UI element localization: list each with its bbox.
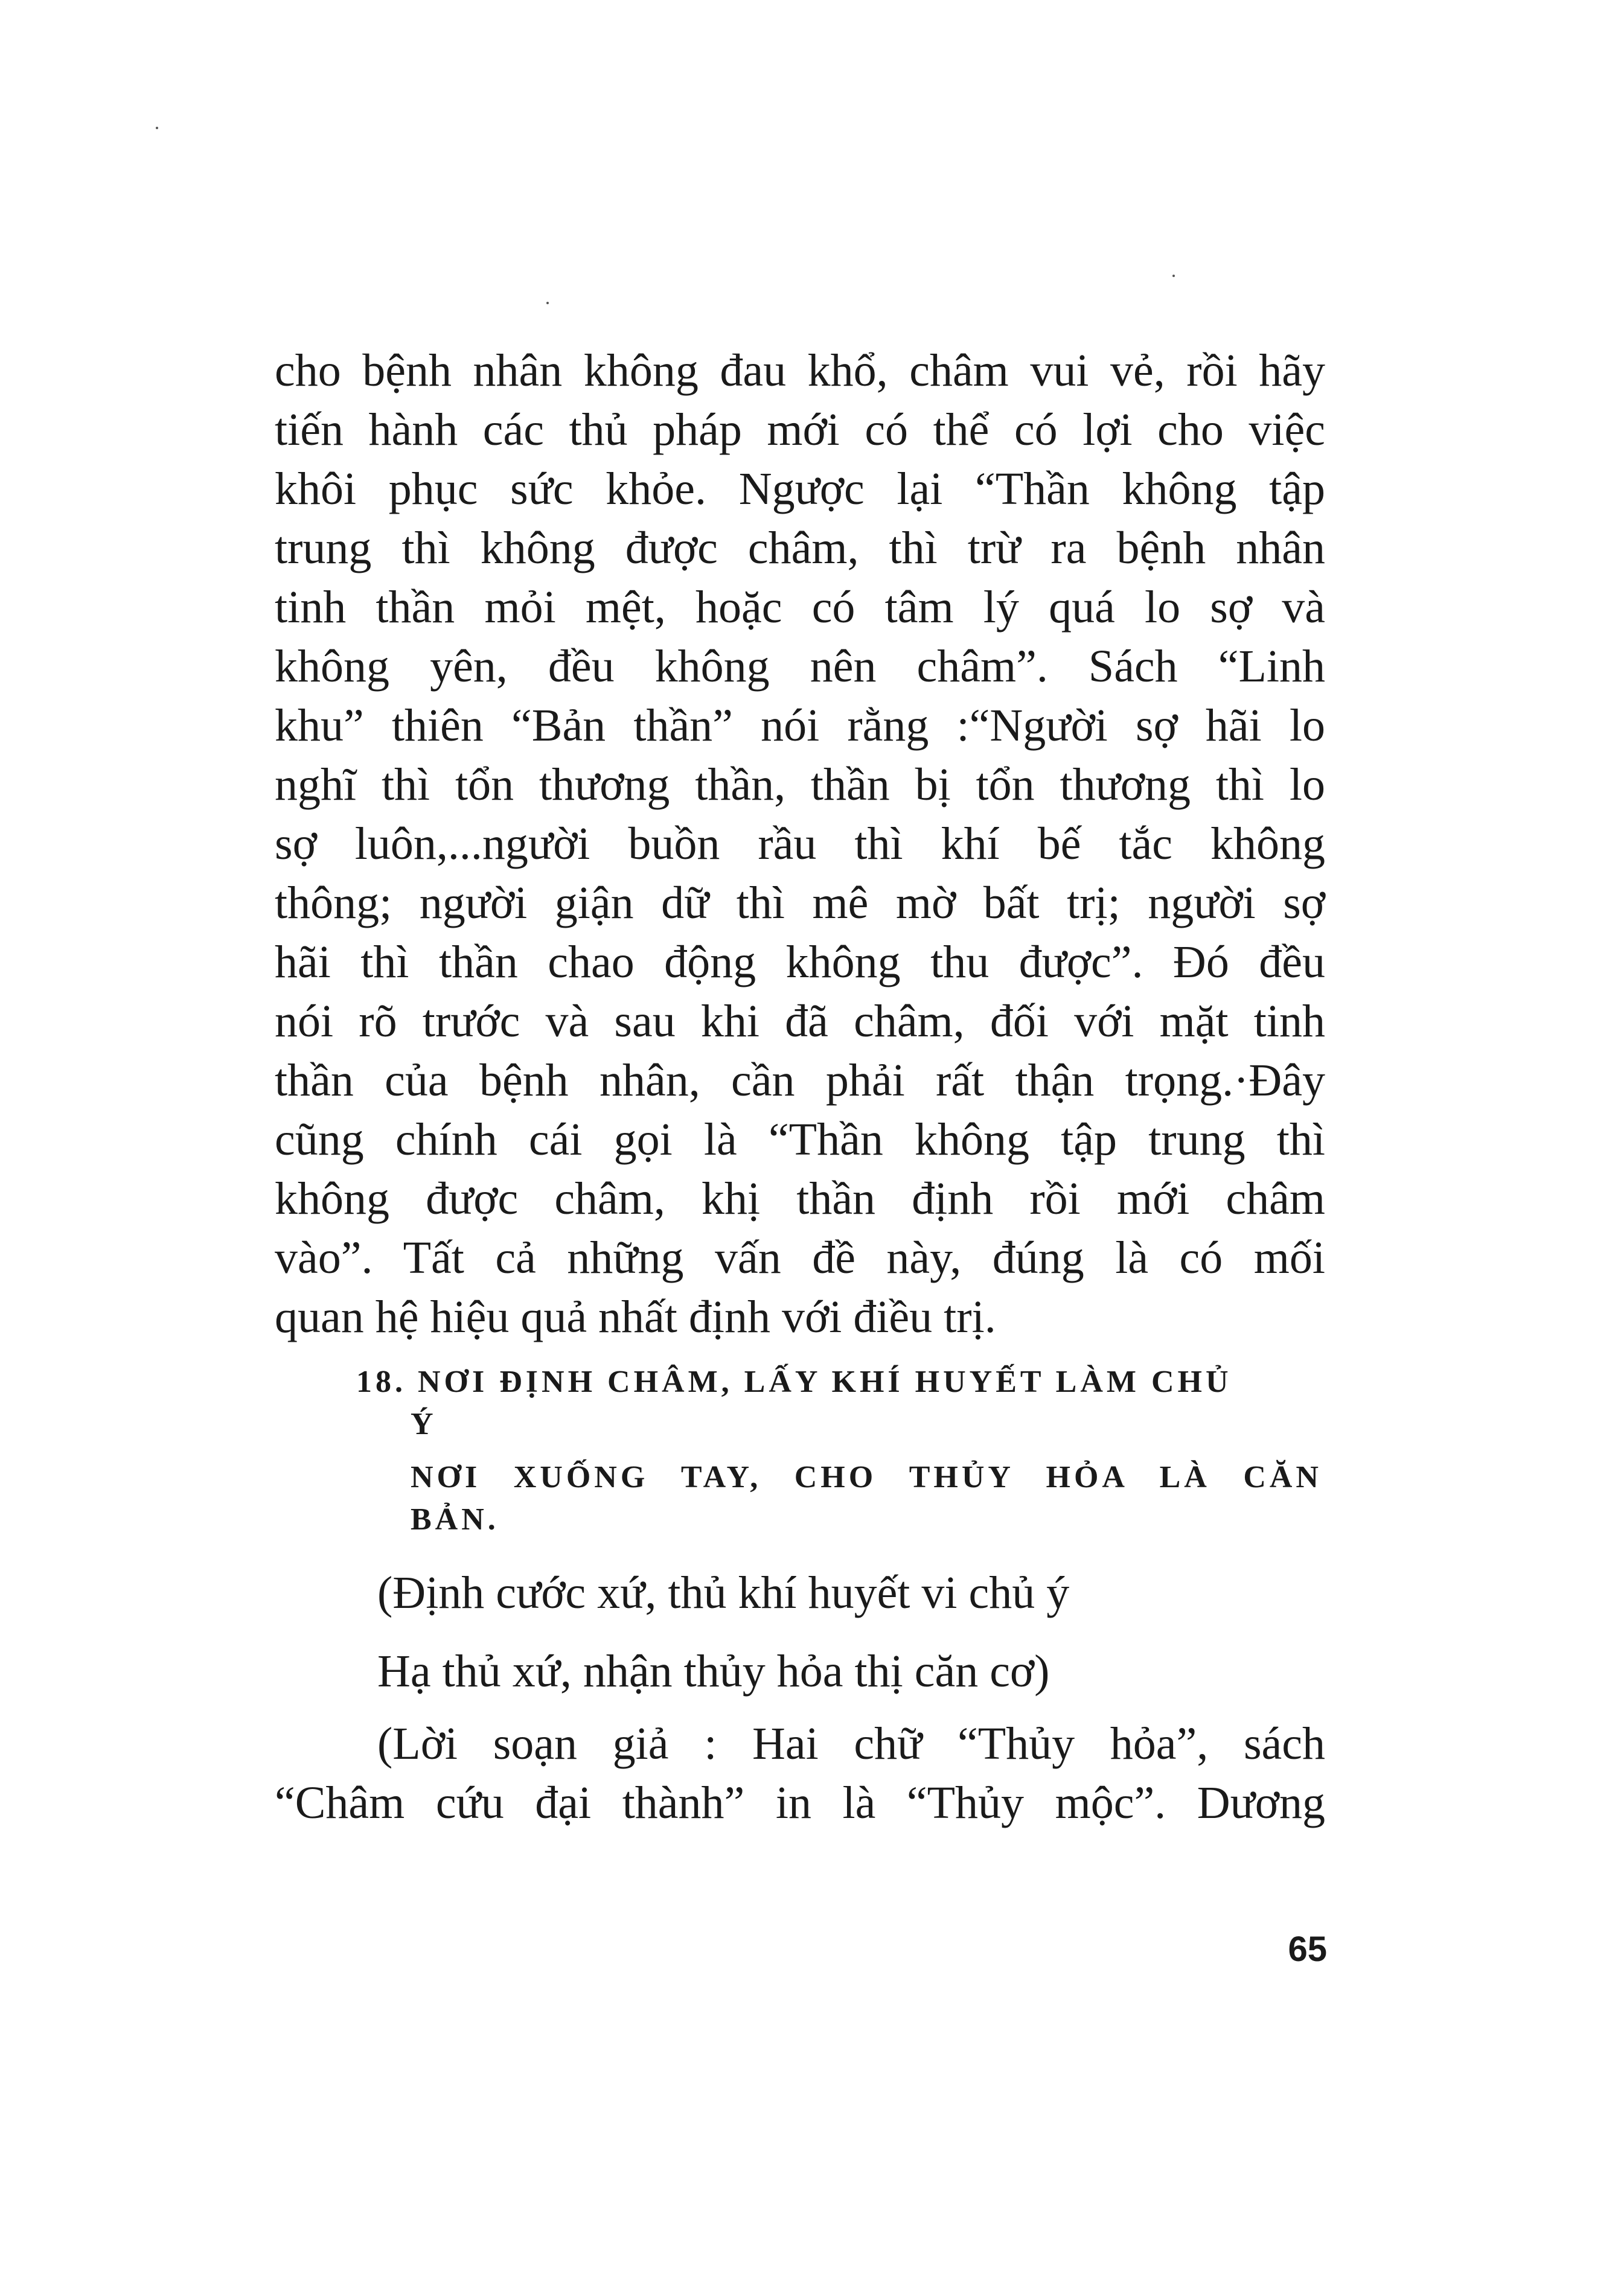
text-line: khôi phục sức khỏe. Ngược lại “Thần không tập: [275, 464, 1325, 514]
text-line: thần của bệnh nhân, cần phải rất thận trọng.·Đây: [275, 1055, 1325, 1106]
verse-line: Hạ thủ xứ, nhận thủy hỏa thị căn cơ): [377, 1646, 1050, 1697]
body-paragraph: [275, 341, 1325, 1347]
text-line: tinh thần mỏi mệt, hoặc có tâm lý quá lo sợ và: [275, 582, 1325, 633]
text-line: trung thì không được châm, thì trừ ra bệnh nhân: [275, 523, 1325, 573]
text-line: khu” thiên “Bản thần” nói rằng :“Người sợ hãi lo: [275, 700, 1325, 751]
heading-line: NƠI XUỐNG TAY, CHO THỦY HỎA LÀ CĂN: [411, 1460, 1322, 1494]
text-line: (Lời soạn giả : Hai chữ “Thủy hỏa”, sách: [377, 1718, 1325, 1769]
text-line: thông; người giận dữ thì mê mờ bất trị; người sợ: [275, 878, 1325, 928]
text-line: nghĩ thì tổn thương thần, thần bị tổn thương thì lo: [275, 759, 1325, 810]
scan-speck: [546, 302, 549, 304]
text-line: “Châm cứu đại thành” in là “Thủy mộc”. Dương: [275, 1778, 1325, 1828]
heading-line: 18. NƠI ĐỊNH CHÂM, LẤY KHÍ HUYẾT LÀM CHỦ: [356, 1365, 1232, 1399]
heading-line: BẢN.: [411, 1502, 499, 1537]
text-line: nói rõ trước và sau khi đã châm, đối với mặt tinh: [275, 996, 1325, 1047]
text-line: quan hệ hiệu quả nhất định với điều trị.: [275, 1292, 996, 1342]
scan-speck: [156, 127, 158, 129]
text-line: không yên, đều không nên châm”. Sách “Linh: [275, 641, 1325, 692]
page-number: 65: [1288, 1930, 1327, 1969]
verse-line: (Định cước xứ, thủ khí huyết vi chủ ý: [377, 1567, 1070, 1618]
text-line: hãi thì thần chao động không thu được”. Đó đều: [275, 937, 1325, 987]
text-line: sợ luôn,...người buồn rầu thì khí bế tắc không: [275, 818, 1325, 869]
heading-line: Ý: [411, 1407, 437, 1441]
text-line: không được châm, khị thần định rồi mới châm: [275, 1173, 1325, 1224]
text-line: cũng chính cái gọi là “Thần không tập trung thì: [275, 1114, 1325, 1165]
editor-note: [275, 1714, 1325, 1832]
text-line: cho bệnh nhân không đau khổ, châm vui vẻ, rồi hãy: [275, 345, 1325, 396]
text-line: tiến hành các thủ pháp mới có thể có lợi cho việc: [275, 404, 1325, 455]
scan-speck: [1172, 275, 1175, 277]
text-line: vào”. Tất cả những vấn đề này, đúng là có mối: [275, 1233, 1325, 1283]
section-heading: [356, 1361, 1322, 1541]
